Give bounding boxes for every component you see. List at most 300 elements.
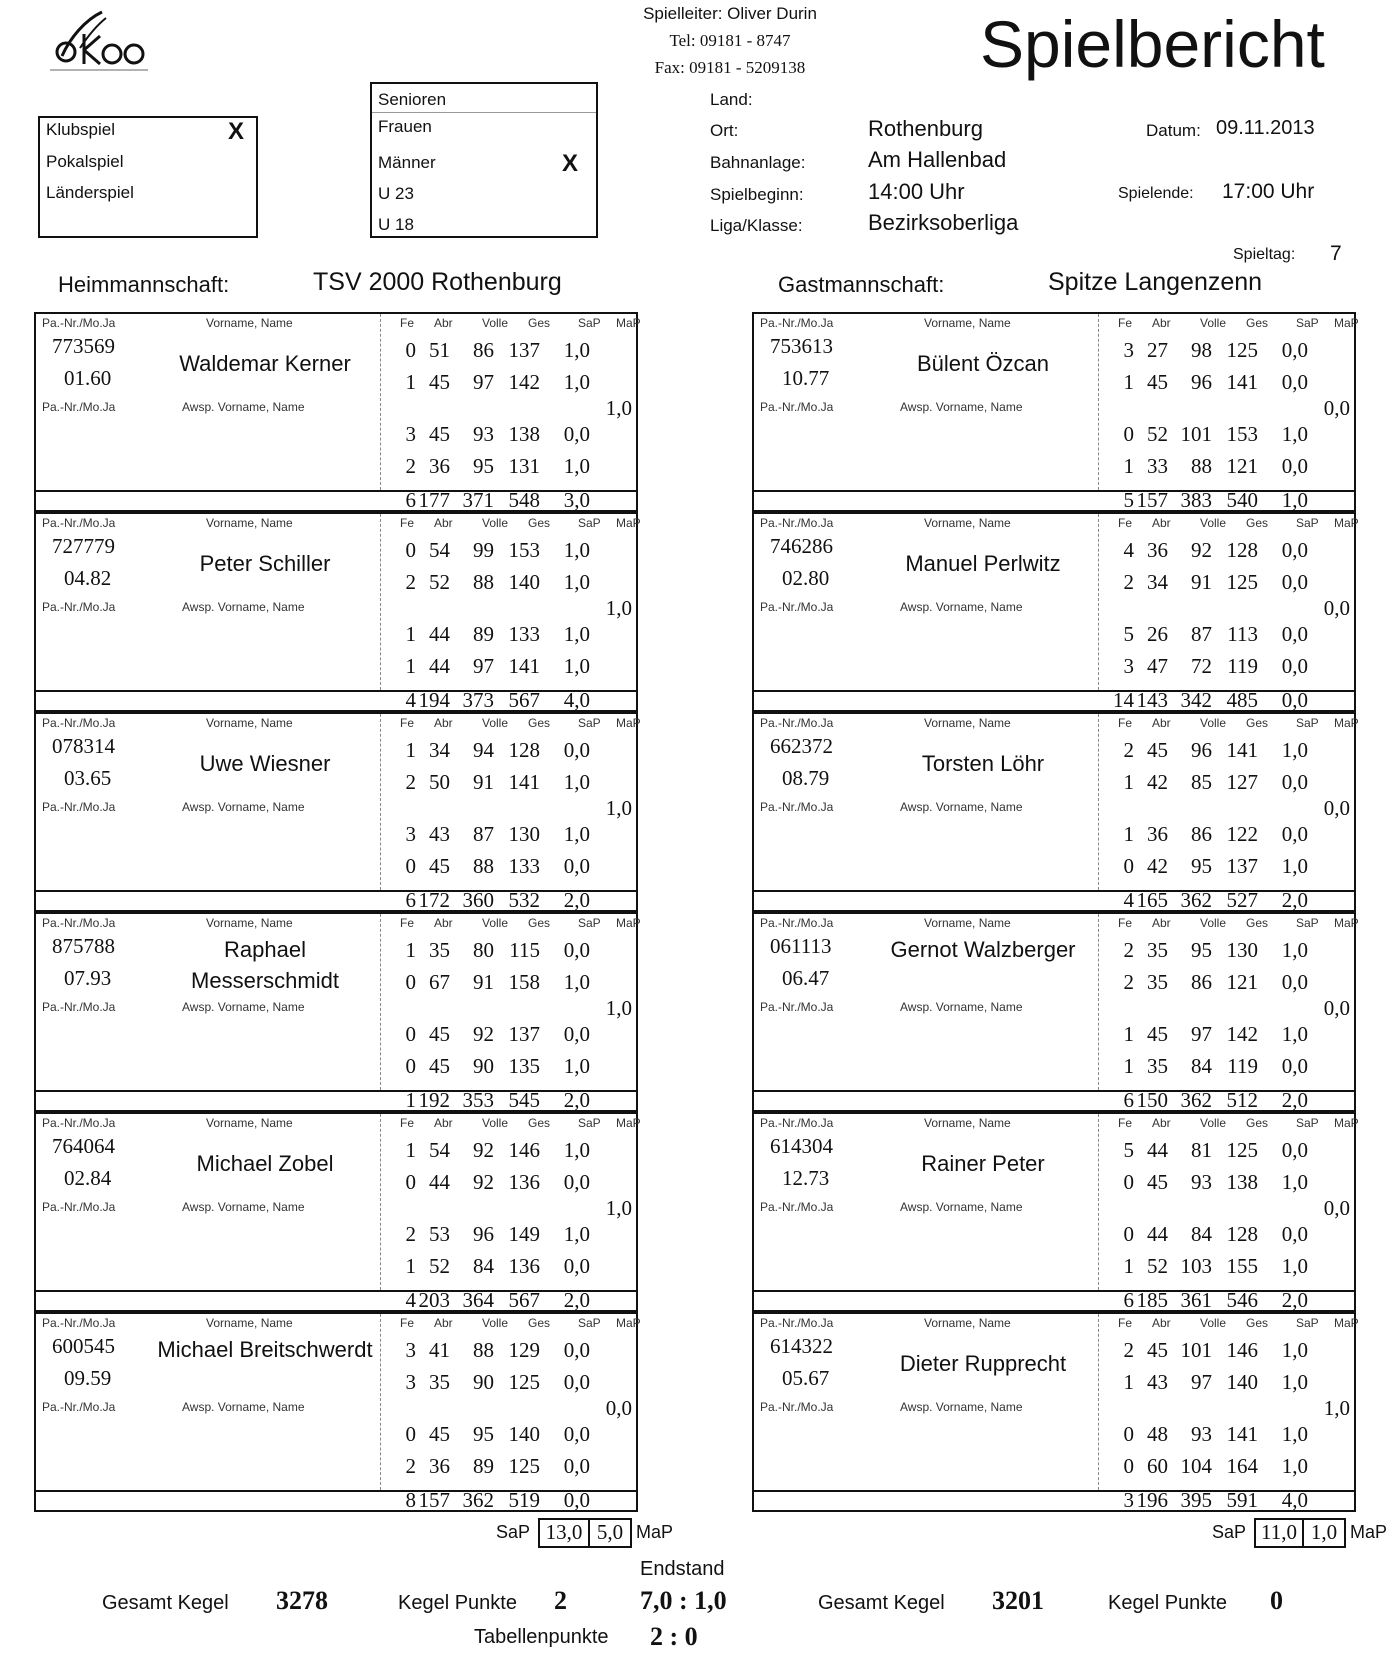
score-cell: 0,0 [563,1422,590,1446]
score-cell: 35 [429,1370,450,1394]
pass-label: Pa.-Nr./Mo.Ja [760,800,834,814]
score-cell: 0,0 [563,854,590,878]
guest-sap-label: SaP [1212,1522,1247,1542]
score-cell: 72 [1191,654,1212,678]
col-header: Volle [482,916,509,930]
score-cell: 136 [508,1254,540,1278]
score-cell: 84 [1191,1054,1212,1078]
pass-number: 061113 [770,934,832,958]
pass-label: Pa.-Nr./Mo.Ja [42,516,116,530]
name-label: Vorname, Name [206,916,293,930]
total-cell: 540 [1226,488,1258,512]
total-cell: 373 [462,688,494,712]
col-header: Ges [1246,516,1269,530]
score-cell: 45 [429,370,450,394]
score-cell: 5 [1123,622,1134,646]
score-cell: 133 [508,854,540,878]
col-header: Volle [482,716,509,730]
total-cell: 3 [1123,1488,1134,1512]
awsp-label: Awsp. Vorname, Name [900,400,1023,414]
total-cell: 196 [1136,1488,1168,1512]
score-cell: 45 [1147,370,1168,394]
name-label: Vorname, Name [924,316,1011,330]
total-cell: 194 [418,688,450,712]
category-frauen: Frauen [378,117,432,136]
name-label: Vorname, Name [206,516,293,530]
score-cell: 125 [1226,570,1258,594]
total-cell: 165 [1136,888,1168,912]
score-cell: 153 [508,538,540,562]
col-header: SaP [1296,1116,1319,1130]
pass-label: Pa.-Nr./Mo.Ja [42,400,116,414]
score-cell: 88 [473,854,494,878]
score-cell: 54 [429,1138,450,1162]
total-cell: 4 [405,1288,416,1312]
score-cell: 84 [1191,1222,1212,1246]
score-cell: 0 [405,1022,416,1046]
score-cell: 137 [508,1022,540,1046]
score-cell: 141 [1226,738,1258,762]
pass-date: 05.67 [782,1366,830,1390]
total-cell: 4,0 [563,688,590,712]
score-cell: 93 [1191,1170,1212,1194]
awsp-label: Awsp. Vorname, Name [182,1000,305,1014]
spieltag-label: Spieltag: [1233,246,1296,263]
score-cell: 84 [473,1254,494,1278]
pass-label: Pa.-Nr./Mo.Ja [42,1200,116,1214]
pass-number: 875788 [52,934,115,958]
awsp-label: Awsp. Vorname, Name [182,600,305,614]
score-cell: 0,0 [563,422,590,446]
total-cell: 0,0 [1281,688,1308,712]
score-cell: 0 [405,1170,416,1194]
col-header: Volle [1200,316,1227,330]
score-cell: 1,0 [563,338,590,362]
score-cell: 1 [405,370,416,394]
total-cell: 395 [1180,1488,1212,1512]
col-header: SaP [1296,716,1319,730]
home-player-block [34,1312,641,1512]
datum-value: 09.11.2013 [1216,117,1315,139]
pass-number: 764064 [52,1134,115,1158]
pass-date: 07.93 [64,966,112,990]
score-cell: 52 [429,570,450,594]
contact-line: Fax: 09181 - 5209138 [654,58,806,77]
score-cell: 86 [1191,822,1212,846]
col-header: MaP [616,316,641,330]
score-cell: 1,0 [563,454,590,478]
score-cell: 93 [1191,1422,1212,1446]
score-cell: 125 [508,1454,540,1478]
score-cell: 51 [429,338,450,362]
score-cell: 1 [1123,1370,1134,1394]
map-value: 0,0 [1323,396,1350,420]
map-value: 0,0 [1323,596,1350,620]
pass-label: Pa.-Nr./Mo.Ja [42,1316,116,1330]
score-cell: 44 [1147,1138,1168,1162]
score-cell: 141 [1226,370,1258,394]
score-cell: 1,0 [1281,1454,1308,1478]
score-cell: 97 [1191,1370,1212,1394]
dkbc-logo [40,8,160,76]
name-label: Vorname, Name [206,716,293,730]
score-cell: 54 [429,538,450,562]
total-cell: 0,0 [563,1488,590,1512]
column-divider [380,914,381,1090]
pass-label: Pa.-Nr./Mo.Ja [760,516,834,530]
score-cell: 101 [1180,1338,1212,1362]
category-maenner: Männer [378,153,436,172]
spielende-label: Spielende: [1118,185,1194,202]
score-cell: 153 [1226,422,1258,446]
col-header: MaP [1334,916,1359,930]
score-cell: 1,0 [563,970,590,994]
pass-date: 01.60 [64,366,112,390]
pass-number: 746286 [770,534,833,558]
total-cell: 2,0 [1281,1288,1308,1312]
score-cell: 138 [508,422,540,446]
score-cell: 45 [1147,738,1168,762]
total-cell: 512 [1226,1088,1258,1112]
col-header: SaP [578,1316,601,1330]
datum-label: Datum: [1146,121,1201,140]
score-cell: 1,0 [1281,1370,1308,1394]
col-header: Fe [400,1316,415,1330]
score-cell: 1 [1123,1054,1134,1078]
total-cell: 177 [418,488,450,512]
score-cell: 141 [508,654,540,678]
score-cell: 1,0 [1281,1254,1308,1278]
score-cell: 97 [1191,1022,1212,1046]
player-name: Gernot Walzberger [890,937,1076,962]
total-cell: 1 [405,1088,416,1112]
score-cell: 45 [429,422,450,446]
pass-date: 12.73 [782,1166,830,1190]
score-cell: 119 [1227,1054,1258,1078]
total-cell: 371 [462,488,494,512]
pass-label: Pa.-Nr./Mo.Ja [760,316,834,330]
contact-line: Spielleiter: Oliver Durin [643,4,817,23]
score-cell: 0,0 [563,938,590,962]
category-maenner-mark: X [562,150,579,177]
total-divider [36,1290,636,1292]
game-type-pokalspiel: Pokalspiel [46,152,124,171]
score-cell: 2 [1123,938,1134,962]
score-cell: 92 [1191,538,1212,562]
score-cell: 2 [405,454,416,478]
score-cell: 3 [405,1338,416,1362]
score-cell: 0 [1123,854,1134,878]
score-cell: 125 [1226,1138,1258,1162]
total-divider [754,490,1354,492]
home-player-block [34,712,641,912]
col-header: Fe [400,916,415,930]
score-cell: 35 [1147,1054,1168,1078]
map-value: 1,0 [605,596,632,620]
home-team-name: TSV 2000 Rothenburg [313,268,562,296]
score-cell: 26 [1147,622,1168,646]
score-cell: 1 [1123,1022,1134,1046]
guest-points-label: Kegel Punkte [1108,1592,1227,1614]
col-header: Abr [434,916,453,930]
col-header: Abr [434,316,453,330]
score-cell: 45 [429,854,450,878]
total-cell: 157 [1136,488,1168,512]
score-cell: 0,0 [1281,822,1308,846]
column-divider [380,1314,381,1490]
map-value: 1,0 [605,996,632,1020]
score-cell: 35 [1147,970,1168,994]
total-cell: 362 [462,1488,494,1512]
col-header: SaP [578,716,601,730]
score-cell: 1,0 [563,370,590,394]
score-cell: 36 [1147,538,1168,562]
total-cell: 143 [1136,688,1168,712]
score-cell: 81 [1191,1138,1212,1162]
col-header: Abr [434,716,453,730]
score-cell: 136 [508,1170,540,1194]
col-header: MaP [616,1116,641,1130]
total-cell: 8 [405,1488,416,1512]
score-cell: 60 [1147,1454,1168,1478]
score-cell: 1,0 [1281,738,1308,762]
total-cell: 2,0 [563,1288,590,1312]
score-cell: 47 [1147,654,1168,678]
score-cell: 0,0 [563,1338,590,1362]
total-divider [754,1090,1354,1092]
score-cell: 91 [473,970,494,994]
total-cell: 5 [1123,488,1134,512]
guest-player-block [752,1112,1359,1312]
total-cell: 203 [418,1288,450,1312]
score-cell: 44 [429,622,450,646]
score-cell: 90 [473,1054,494,1078]
col-header: Volle [482,1116,509,1130]
map-value: 1,0 [605,796,632,820]
total-cell: 362 [1180,1088,1212,1112]
total-cell: 14 [1113,688,1134,712]
score-cell: 0,0 [1281,338,1308,362]
score-cell: 52 [429,1254,450,1278]
awsp-label: Awsp. Vorname, Name [182,1200,305,1214]
name-label: Vorname, Name [924,916,1011,930]
col-header: Fe [1118,1116,1133,1130]
score-cell: 45 [429,1054,450,1078]
score-cell: 158 [508,970,540,994]
total-cell: 546 [1226,1288,1258,1312]
score-cell: 0,0 [563,1170,590,1194]
col-header: Ges [528,916,551,930]
col-header: Ges [1246,716,1269,730]
score-cell: 85 [1191,770,1212,794]
col-header: SaP [578,916,601,930]
score-cell: 137 [508,338,540,362]
pass-date: 02.80 [782,566,830,590]
home-player-block [34,912,641,1112]
total-cell: 2,0 [563,888,590,912]
score-cell: 2 [1123,970,1134,994]
pass-number: 727779 [52,534,115,558]
score-cell: 87 [1191,622,1212,646]
player-name: Michael Zobel [196,1151,334,1176]
total-cell: 342 [1180,688,1212,712]
col-header: Ges [528,516,551,530]
score-cell: 0 [1123,422,1134,446]
score-cell: 0,0 [1281,570,1308,594]
score-cell: 3 [405,1370,416,1394]
column-divider [1098,1314,1099,1490]
score-cell: 101 [1180,422,1212,446]
score-cell: 97 [473,654,494,678]
score-cell: 92 [473,1022,494,1046]
col-header: Abr [434,516,453,530]
score-cell: 119 [1227,654,1258,678]
score-cell: 44 [1147,1222,1168,1246]
pass-label: Pa.-Nr./Mo.Ja [760,1000,834,1014]
liga-value: Bezirksoberliga [868,210,1019,235]
score-cell: 45 [1147,1170,1168,1194]
score-cell: 44 [429,1170,450,1194]
col-header: Ges [528,1116,551,1130]
score-cell: 94 [473,738,494,762]
score-cell: 141 [508,770,540,794]
score-cell: 45 [1147,1338,1168,1362]
total-cell: 6 [405,888,416,912]
home-sap-total: 13,0 [538,1518,590,1548]
score-cell: 131 [508,454,540,478]
tabellen-label: Tabellenpunkte [474,1626,609,1648]
pass-number: 614322 [770,1334,833,1358]
col-header: SaP [578,516,601,530]
total-cell: 6 [1123,1288,1134,1312]
name-label: Vorname, Name [924,516,1011,530]
total-cell: 591 [1226,1488,1258,1512]
game-type-box [38,116,258,238]
score-cell: 0,0 [1281,1222,1308,1246]
total-cell: 4 [1123,888,1134,912]
score-cell: 2 [405,570,416,594]
score-cell: 88 [473,570,494,594]
score-cell: 2 [1123,1338,1134,1362]
home-team-label: Heimmannschaft: [58,272,230,297]
score-cell: 130 [1226,938,1258,962]
col-header: Abr [434,1116,453,1130]
column-divider [380,1114,381,1290]
liga-label: Liga/Klasse: [710,216,803,235]
score-cell: 128 [1226,1222,1258,1246]
score-cell: 45 [1147,1022,1168,1046]
score-cell: 127 [1226,770,1258,794]
score-cell: 99 [473,538,494,562]
col-header: Abr [1152,316,1171,330]
pass-date: 10.77 [782,366,830,390]
score-cell: 36 [1147,822,1168,846]
pass-label: Pa.-Nr./Mo.Ja [42,716,116,730]
col-header: MaP [1334,316,1359,330]
score-cell: 0,0 [1281,770,1308,794]
awsp-label: Awsp. Vorname, Name [900,600,1023,614]
score-cell: 1,0 [563,770,590,794]
col-header: Abr [1152,716,1171,730]
endstand-label: Endstand [640,1558,725,1580]
column-divider [1098,514,1099,690]
total-cell: 2,0 [1281,1088,1308,1112]
col-header: Fe [400,316,415,330]
score-cell: 3 [405,422,416,446]
guest-team-name: Spitze Langenzenn [1048,268,1263,296]
pass-label: Pa.-Nr./Mo.Ja [42,1000,116,1014]
pass-date: 08.79 [782,766,830,790]
map-value: 0,0 [605,1396,632,1420]
score-cell: 1,0 [563,1222,590,1246]
pass-label: Pa.-Nr./Mo.Ja [760,1200,834,1214]
bahnanlage-value: Am Hallenbad [868,147,1007,172]
total-cell: 353 [462,1088,494,1112]
column-divider [1098,914,1099,1090]
contact-block [600,0,860,81]
score-cell: 36 [429,1454,450,1478]
col-header: Volle [482,516,509,530]
category-box [370,82,598,238]
total-cell: 360 [462,888,494,912]
score-cell: 1,0 [1281,1338,1308,1362]
score-cell: 96 [1191,738,1212,762]
score-cell: 4 [1123,538,1134,562]
score-cell: 155 [1226,1254,1258,1278]
logo-icon [40,8,160,76]
home-player-block [34,312,641,512]
score-cell: 128 [1226,538,1258,562]
guest-player-block [752,712,1359,912]
col-header: SaP [1296,516,1319,530]
ort-label: Ort: [710,121,739,140]
score-cell: 2 [405,1454,416,1478]
total-cell: 527 [1226,888,1258,912]
score-cell: 0,0 [563,1022,590,1046]
score-cell: 137 [1226,854,1258,878]
score-cell: 1 [1123,770,1134,794]
score-cell: 1 [405,654,416,678]
score-cell: 45 [429,1022,450,1046]
score-cell: 91 [1191,570,1212,594]
total-cell: 532 [508,888,540,912]
score-cell: 121 [1226,970,1258,994]
col-header: Fe [1118,316,1133,330]
score-cell: 90 [473,1370,494,1394]
score-cell: 0,0 [563,738,590,762]
score-cell: 88 [1191,454,1212,478]
score-cell: 89 [473,1454,494,1478]
score-cell: 0 [405,1422,416,1446]
home-points-value: 2 [554,1586,567,1615]
score-cell: 146 [508,1138,540,1162]
score-cell: 42 [1147,854,1168,878]
score-cell: 0,0 [563,1454,590,1478]
score-cell: 0 [405,538,416,562]
column-divider [1098,1114,1099,1290]
pass-date: 09.59 [64,1366,112,1390]
score-cell: 2 [1123,570,1134,594]
total-cell: 157 [418,1488,450,1512]
total-cell: 361 [1180,1288,1212,1312]
col-header: MaP [616,916,641,930]
guest-player-block [752,1312,1359,1512]
player-name: Manuel Perlwitz [905,551,1061,576]
score-cell: 142 [1226,1022,1258,1046]
guest-player-block [752,912,1359,1112]
total-divider [754,890,1354,892]
pass-label: Pa.-Nr./Mo.Ja [42,1116,116,1130]
